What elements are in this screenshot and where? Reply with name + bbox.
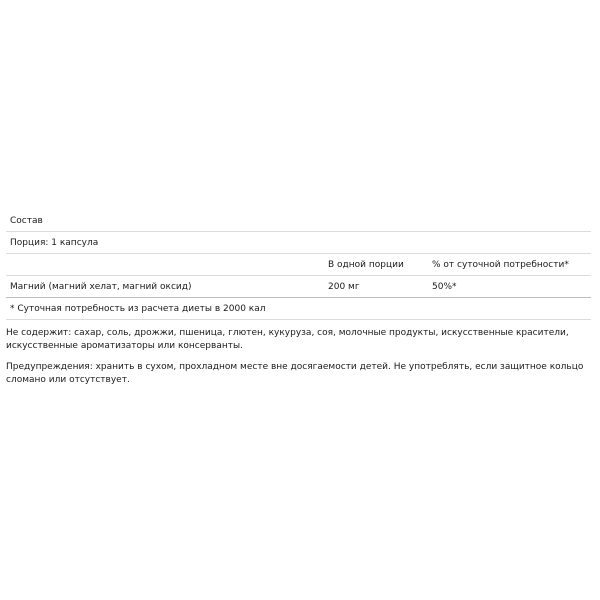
table-heading-row	[6, 210, 591, 232]
daily-value-footnote: * Суточная потребность из расчета диеты в 2000 кал	[6, 298, 591, 320]
serving-row	[6, 232, 591, 254]
serving-size: Порция: 1 капсула	[6, 232, 591, 254]
does-not-contain-note: Не содержит: сахар, соль, дрожжи, пшеница, глютен, кукуруза, соя, молочные продукты, искусственные красители, искусственные ароматизаторы или консерванты.	[6, 328, 569, 351]
warnings-note: Предупреждения: хранить в сухом, прохладном месте вне досягаемости детей. Не употреблять, если защитное кольцо сломано или отсутствует.	[6, 362, 584, 385]
nutrient-name: Магний (магний хелат, магний оксид)	[6, 276, 324, 298]
table-heading: Состав	[6, 210, 591, 232]
nutrient-amount: 200 мг	[324, 276, 428, 298]
footnote-row	[6, 298, 591, 320]
nutrient-percent: 50%*	[428, 276, 591, 298]
column-header-amount: В одной порции	[324, 254, 428, 276]
table-row	[6, 276, 591, 298]
column-header-row	[6, 254, 591, 276]
column-header-percent: % от суточной потребности*	[428, 254, 591, 276]
column-header-name	[6, 254, 324, 276]
supplement-facts-table	[6, 210, 591, 320]
